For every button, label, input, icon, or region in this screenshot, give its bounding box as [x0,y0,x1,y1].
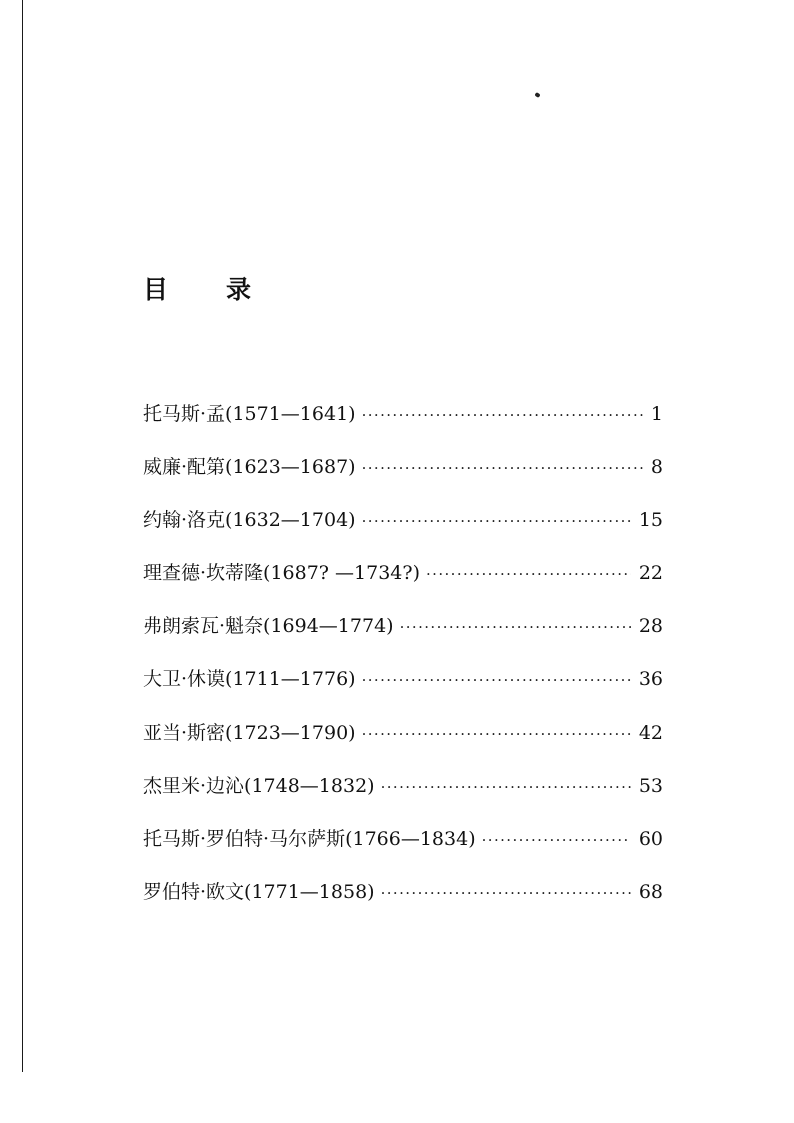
toc-entry-page: 36 [638,668,663,691]
toc-leader-dots [362,398,643,432]
margin-rule [22,0,23,1072]
toc-entry-title: 约翰·洛克(1632—1704) [143,509,356,532]
toc-leader-dots [362,717,631,751]
toc-entry[interactable] [143,769,663,822]
toc-entry-title: 罗伯特·欧文(1771—1858) [143,880,375,903]
toc-entry-page: 8 [650,456,663,479]
toc-entry[interactable] [143,503,663,556]
page-title [143,275,251,305]
toc-entry-page: 28 [638,615,663,638]
toc-entry-title: 杰里米·边沁(1748—1832) [143,774,375,797]
toc-leader-dots [362,504,631,538]
toc-entry-page: 15 [638,509,663,532]
toc-entry-page: 22 [638,562,663,585]
toc-entry-title: 大卫·休谟(1711—1776) [143,668,356,691]
toc-leader-dots [400,610,631,644]
toc-entry-page: 60 [638,827,663,850]
table-of-contents [143,397,663,928]
toc-entry[interactable] [143,397,663,450]
toc-entry-page: 1 [650,403,663,425]
toc-leader-dots [381,876,631,910]
toc-entry[interactable] [143,450,663,503]
toc-entry[interactable] [143,875,663,928]
title-char-2: 录 [226,275,252,304]
toc-entry[interactable] [143,822,663,875]
toc-entry-title: 理查德·坎蒂隆(1687? —1734?) [143,562,420,585]
toc-leader-dots [482,823,631,857]
toc-leader-dots [426,557,631,591]
toc-leader-dots [381,770,631,804]
toc-leader-dots [362,663,631,697]
toc-entry-title: 亚当·斯密(1723—1790) [143,721,356,744]
toc-entry[interactable] [143,609,663,662]
toc-entry-page: 42 [638,721,663,744]
toc-entry-page: 68 [638,880,663,903]
print-speck [534,92,540,98]
toc-entry[interactable] [143,716,663,769]
toc-entry[interactable] [143,662,663,715]
toc-entry-title: 托马斯·孟(1571—1641) [143,403,356,425]
toc-entry[interactable] [143,556,663,609]
title-char-1: 目 [143,275,169,304]
toc-leader-dots [362,451,643,485]
toc-entry-title: 托马斯·罗伯特·马尔萨斯(1766—1834) [143,827,476,850]
toc-entry-title: 威廉·配第(1623—1687) [143,456,356,479]
toc-entry-page: 53 [638,774,663,797]
toc-entry-title: 弗朗索瓦·魁奈(1694—1774) [143,615,394,638]
